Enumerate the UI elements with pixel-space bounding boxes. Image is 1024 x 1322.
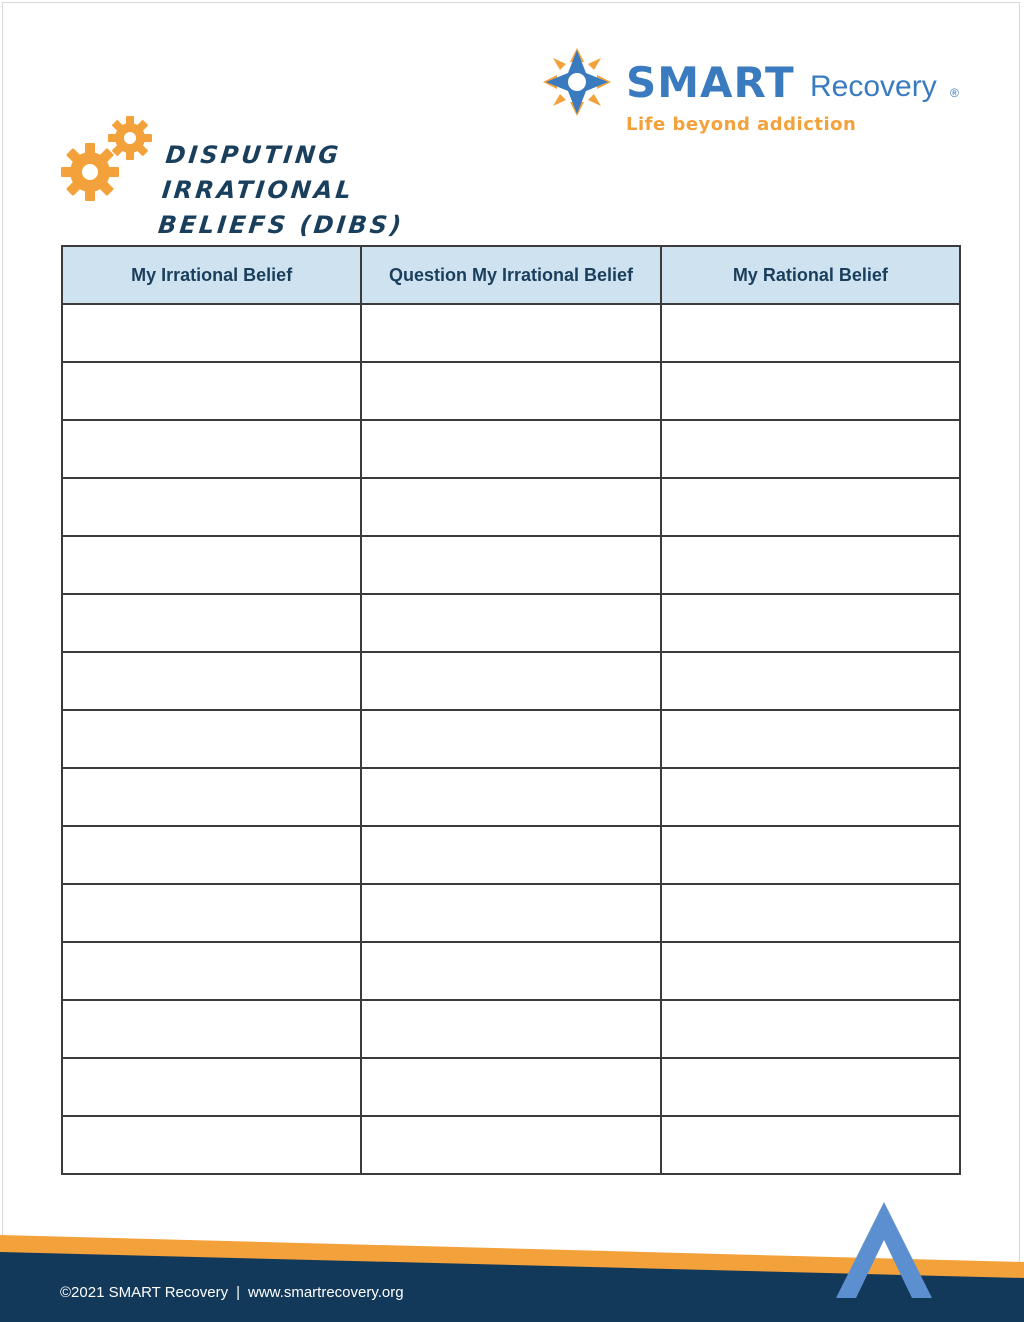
table-cell[interactable] xyxy=(361,536,660,594)
table-cell[interactable] xyxy=(661,710,960,768)
table-row xyxy=(62,1058,960,1116)
table-cell[interactable] xyxy=(62,478,361,536)
smart-recovery-logo xyxy=(540,44,980,144)
table-cell[interactable] xyxy=(661,1000,960,1058)
table-cell[interactable] xyxy=(62,1116,361,1174)
title-line-1: DISPUTING IRRATIONAL xyxy=(160,141,356,204)
column-header-rational-belief: My Rational Belief xyxy=(661,246,960,304)
table-cell[interactable] xyxy=(361,362,660,420)
table-cell[interactable] xyxy=(62,1000,361,1058)
table-row xyxy=(62,420,960,478)
column-header-irrational-belief: My Irrational Belief xyxy=(62,246,361,304)
table-cell[interactable] xyxy=(361,826,660,884)
brand-suffix: Recovery xyxy=(810,70,937,103)
table-cell[interactable] xyxy=(62,594,361,652)
footer-text xyxy=(60,1284,404,1301)
table-cell[interactable] xyxy=(661,768,960,826)
page-title xyxy=(156,138,507,243)
column-header-question-belief: Question My Irrational Belief xyxy=(361,246,660,304)
table-cell[interactable] xyxy=(361,1058,660,1116)
footer-website-link[interactable]: www.smartrecovery.org xyxy=(247,1284,404,1301)
table-cell[interactable] xyxy=(62,710,361,768)
table-row xyxy=(62,478,960,536)
table-cell[interactable] xyxy=(62,652,361,710)
table-row xyxy=(62,304,960,362)
table-cell[interactable] xyxy=(661,652,960,710)
table-row xyxy=(62,826,960,884)
table-cell[interactable] xyxy=(361,1000,660,1058)
compass-logo-icon xyxy=(540,44,614,120)
gears-icon xyxy=(58,110,158,205)
table-body xyxy=(62,304,960,1174)
table-cell[interactable] xyxy=(62,304,361,362)
table-cell[interactable] xyxy=(661,478,960,536)
table-cell[interactable] xyxy=(62,536,361,594)
table-cell[interactable] xyxy=(361,942,660,1000)
table-cell[interactable] xyxy=(62,884,361,942)
table-header-row xyxy=(62,246,960,304)
table-row xyxy=(62,710,960,768)
table-cell[interactable] xyxy=(661,942,960,1000)
table-row xyxy=(62,652,960,710)
table-cell[interactable] xyxy=(361,884,660,942)
table-cell[interactable] xyxy=(62,420,361,478)
table-row xyxy=(62,1000,960,1058)
table-cell[interactable] xyxy=(361,1116,660,1174)
table-cell[interactable] xyxy=(661,594,960,652)
table-cell[interactable] xyxy=(661,884,960,942)
table-row xyxy=(62,362,960,420)
table-row xyxy=(62,1116,960,1174)
dibs-worksheet-table xyxy=(61,245,961,1175)
table-cell[interactable] xyxy=(62,826,361,884)
table-cell[interactable] xyxy=(661,420,960,478)
table-cell[interactable] xyxy=(661,826,960,884)
table-cell[interactable] xyxy=(661,1058,960,1116)
table-cell[interactable] xyxy=(62,768,361,826)
table-row xyxy=(62,594,960,652)
table-row xyxy=(62,768,960,826)
table-cell[interactable] xyxy=(62,1058,361,1116)
title-line-2: BELIEFS (DIBS) xyxy=(156,211,406,239)
footer-band xyxy=(0,1200,1024,1322)
table-cell[interactable] xyxy=(361,478,660,536)
table-cell[interactable] xyxy=(661,1116,960,1174)
table-cell[interactable] xyxy=(361,652,660,710)
table-cell[interactable] xyxy=(361,420,660,478)
table-row xyxy=(62,942,960,1000)
footer-separator: | xyxy=(236,1284,240,1301)
table-cell[interactable] xyxy=(361,710,660,768)
table-cell[interactable] xyxy=(361,304,660,362)
table-cell[interactable] xyxy=(361,768,660,826)
table-cell[interactable] xyxy=(62,362,361,420)
registered-mark: ® xyxy=(950,86,959,100)
tagline: Life beyond addiction xyxy=(626,114,857,135)
table-cell[interactable] xyxy=(661,362,960,420)
footer-copyright: ©2021 SMART Recovery xyxy=(60,1284,229,1301)
table-cell[interactable] xyxy=(62,942,361,1000)
table-row xyxy=(62,884,960,942)
table-row xyxy=(62,536,960,594)
brand-name: SMART xyxy=(626,58,795,107)
table-cell[interactable] xyxy=(361,594,660,652)
table-cell[interactable] xyxy=(661,536,960,594)
table-cell[interactable] xyxy=(661,304,960,362)
